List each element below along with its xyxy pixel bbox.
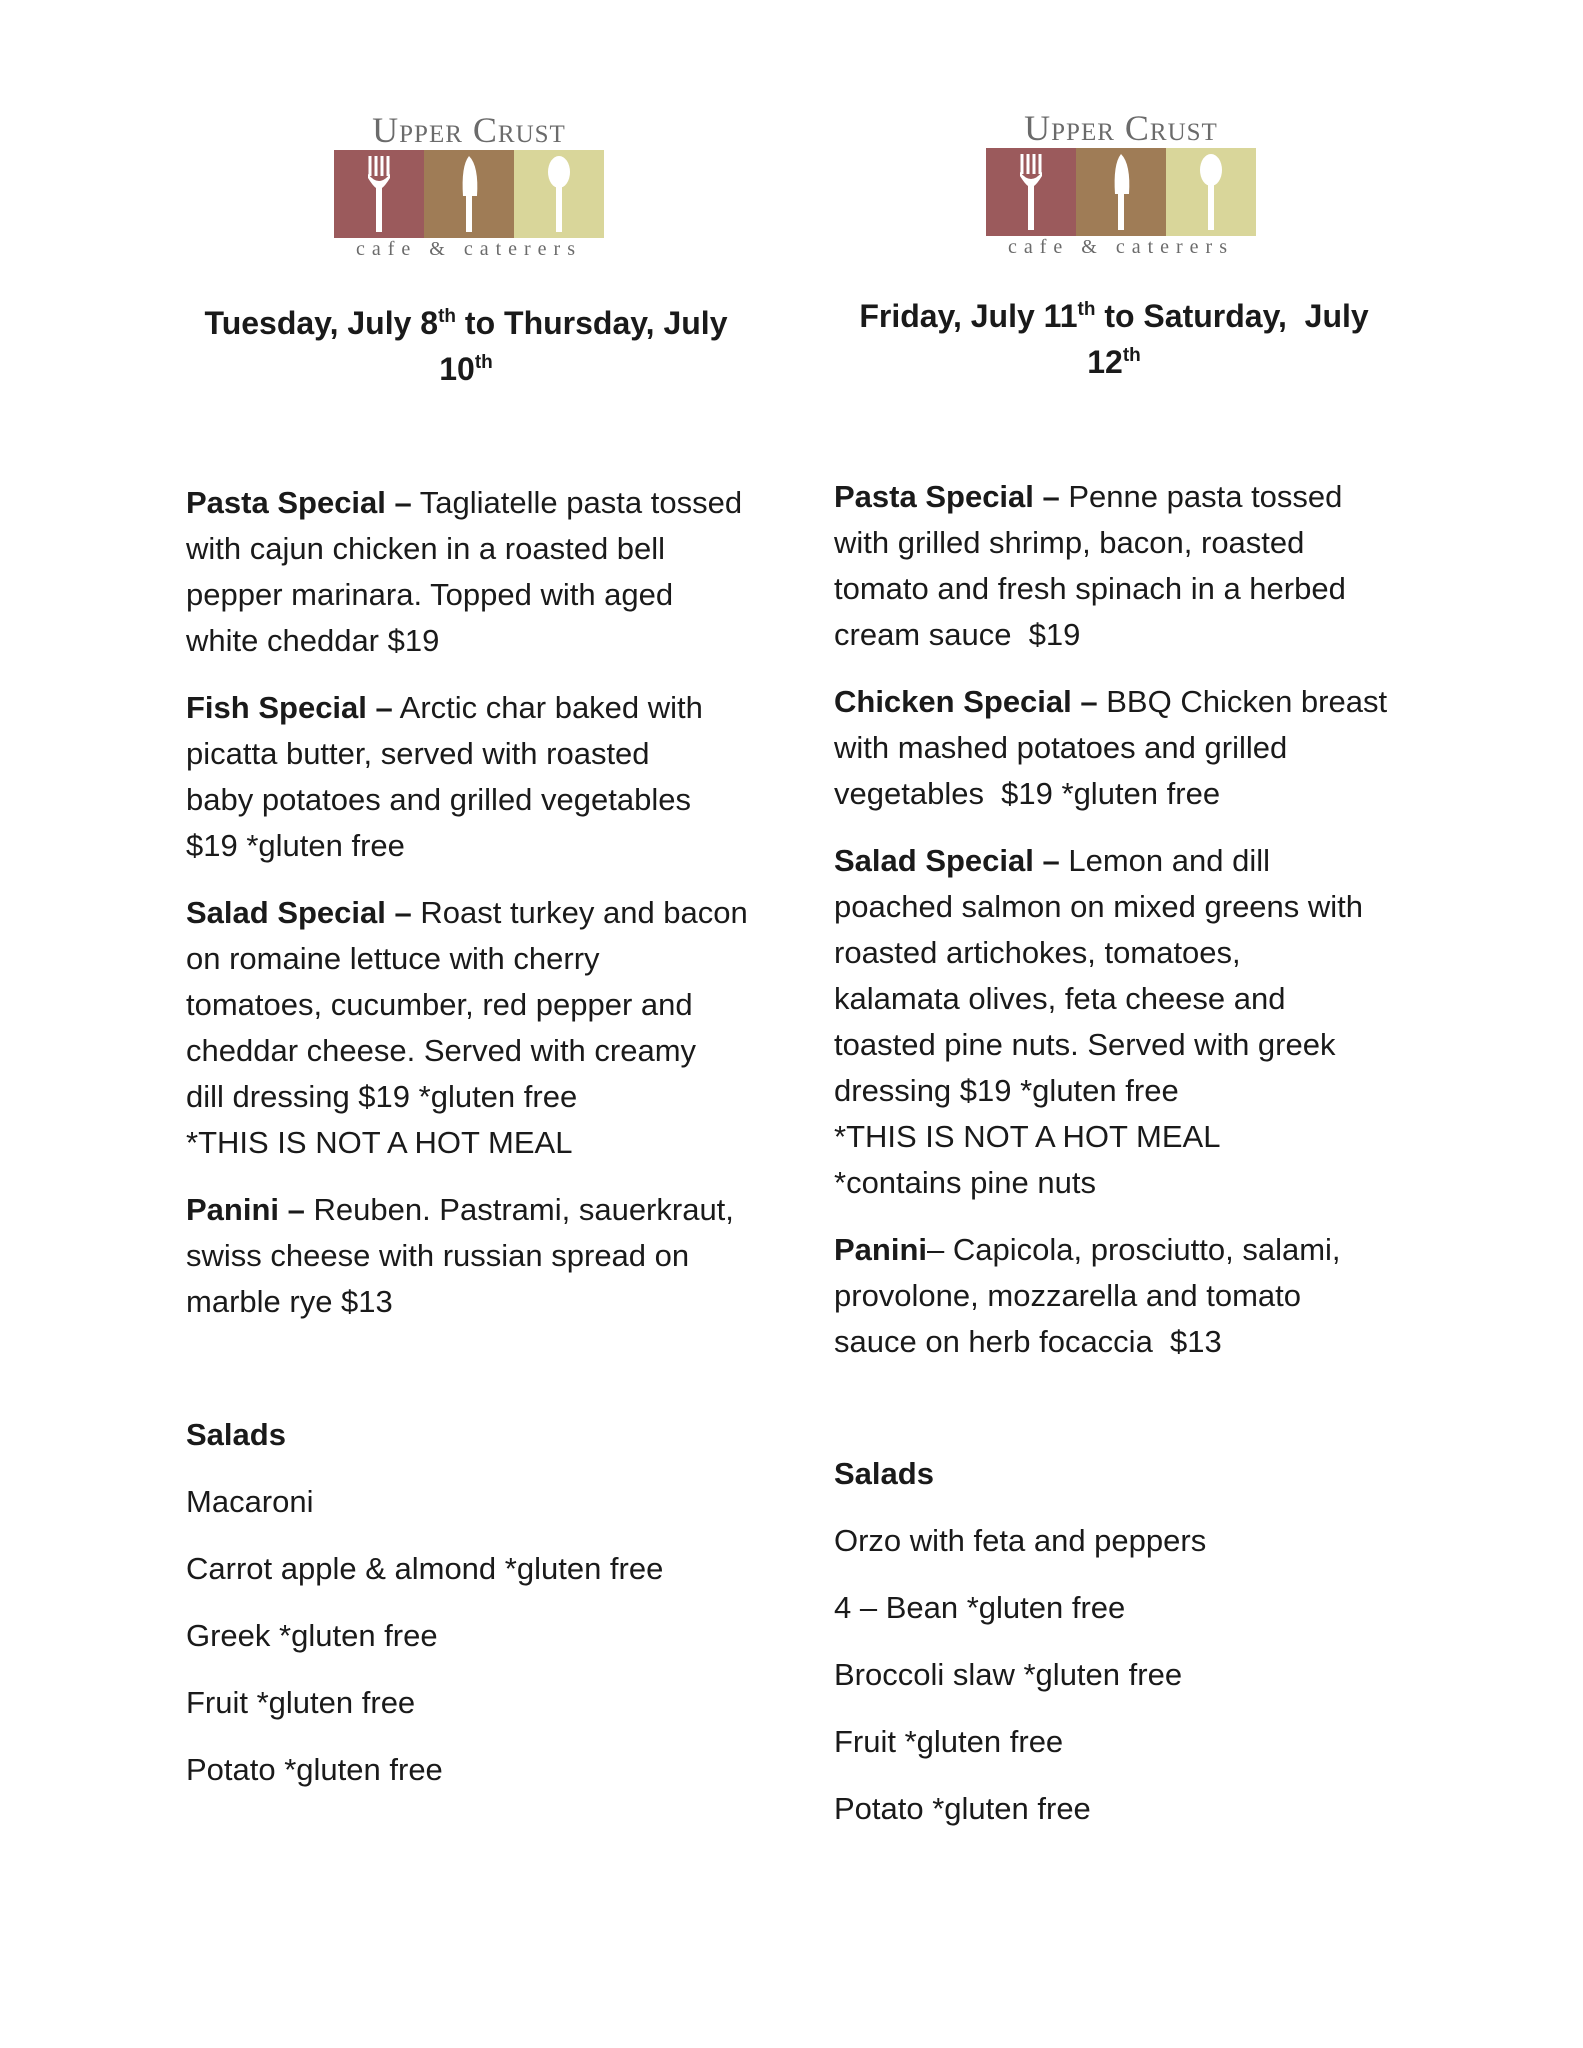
salad-item: Fruit *gluten free — [834, 1724, 1064, 1759]
salad-item: Macaroni — [186, 1484, 314, 1519]
salads-section — [186, 1412, 746, 1814]
special-item: Pasta Special – Penne pasta tossed with grilled shrimp, bacon, roasted tomato and fresh spinach in a herbed cream sauce $19 — [834, 479, 1346, 652]
spoon-icon — [514, 150, 604, 238]
logo-tagline: cafe & caterers — [355, 238, 582, 260]
special-item: Pasta Special – Tagliatelle pasta tossed with cajun chicken in a roasted bell pepper marinara. Topped with aged white cheddar $19 — [186, 485, 743, 658]
salad-item: Fruit *gluten free — [186, 1685, 416, 1720]
logo-brand: Upper Crust — [1024, 108, 1218, 148]
knife-icon — [424, 150, 514, 238]
logo-tiles — [986, 148, 1256, 236]
knife-icon — [1076, 148, 1166, 236]
specials-list — [186, 480, 776, 1346]
upper-crust-logo — [986, 108, 1256, 258]
date-range-heading: Tuesday, July 8th to Thursday, July 10th — [204, 305, 728, 387]
specials-list — [834, 474, 1424, 1386]
salad-item: 4 – Bean *gluten free — [834, 1590, 1126, 1625]
date-range-heading: Friday, July 11th to Saturday, July 12th — [859, 298, 1369, 380]
special-item: Salad Special – Lemon and dill poached salmon on mixed greens with roasted artichokes, tomatoes, kalamata olives, feta cheese and toasted pine nuts. Served with greek dressing $19 *gluten free *THIS IS NOT A HOT MEAL *contains pine nuts — [834, 843, 1364, 1200]
special-item: Fish Special – Arctic char baked with picatta butter, served with roasted baby potatoes and grilled vegetables $19 *gluten free — [186, 690, 703, 863]
salads-heading: Salads — [834, 1456, 934, 1491]
salad-item: Potato *gluten free — [186, 1752, 443, 1787]
salad-item: Broccoli slaw *gluten free — [834, 1657, 1183, 1692]
logo-brand: Upper Crust — [372, 110, 566, 150]
special-item: Chicken Special – BBQ Chicken breast with mashed potatoes and grilled vegetables $19 *gluten free — [834, 684, 1388, 811]
special-item: Panini– Capicola, prosciutto, salami, provolone, mozzarella and tomato sauce on herb focaccia $13 — [834, 1232, 1341, 1359]
special-item: Panini – Reuben. Pastrami, sauerkraut, swiss cheese with russian spread on marble rye $13 — [186, 1192, 734, 1319]
salad-item: Orzo with feta and peppers — [834, 1523, 1207, 1558]
upper-crust-logo — [334, 110, 604, 260]
spoon-icon — [1166, 148, 1256, 236]
salad-item: Greek *gluten free — [186, 1618, 438, 1653]
fork-icon — [334, 150, 424, 238]
salads-heading: Salads — [186, 1417, 286, 1452]
fork-icon — [986, 148, 1076, 236]
logo-tagline: cafe & caterers — [1007, 236, 1234, 258]
logo-tiles — [334, 150, 604, 238]
special-item: Salad Special – Roast turkey and bacon on romaine lettuce with cherry tomatoes, cucumber, red pepper and cheddar cheese. Served with creamy dill dressing $19 *gluten free *THIS IS NOT A HOT MEAL — [186, 895, 748, 1160]
salad-item: Potato *gluten free — [834, 1791, 1091, 1826]
salads-section — [834, 1451, 1394, 1853]
salad-item: Carrot apple & almond *gluten free — [186, 1551, 664, 1586]
